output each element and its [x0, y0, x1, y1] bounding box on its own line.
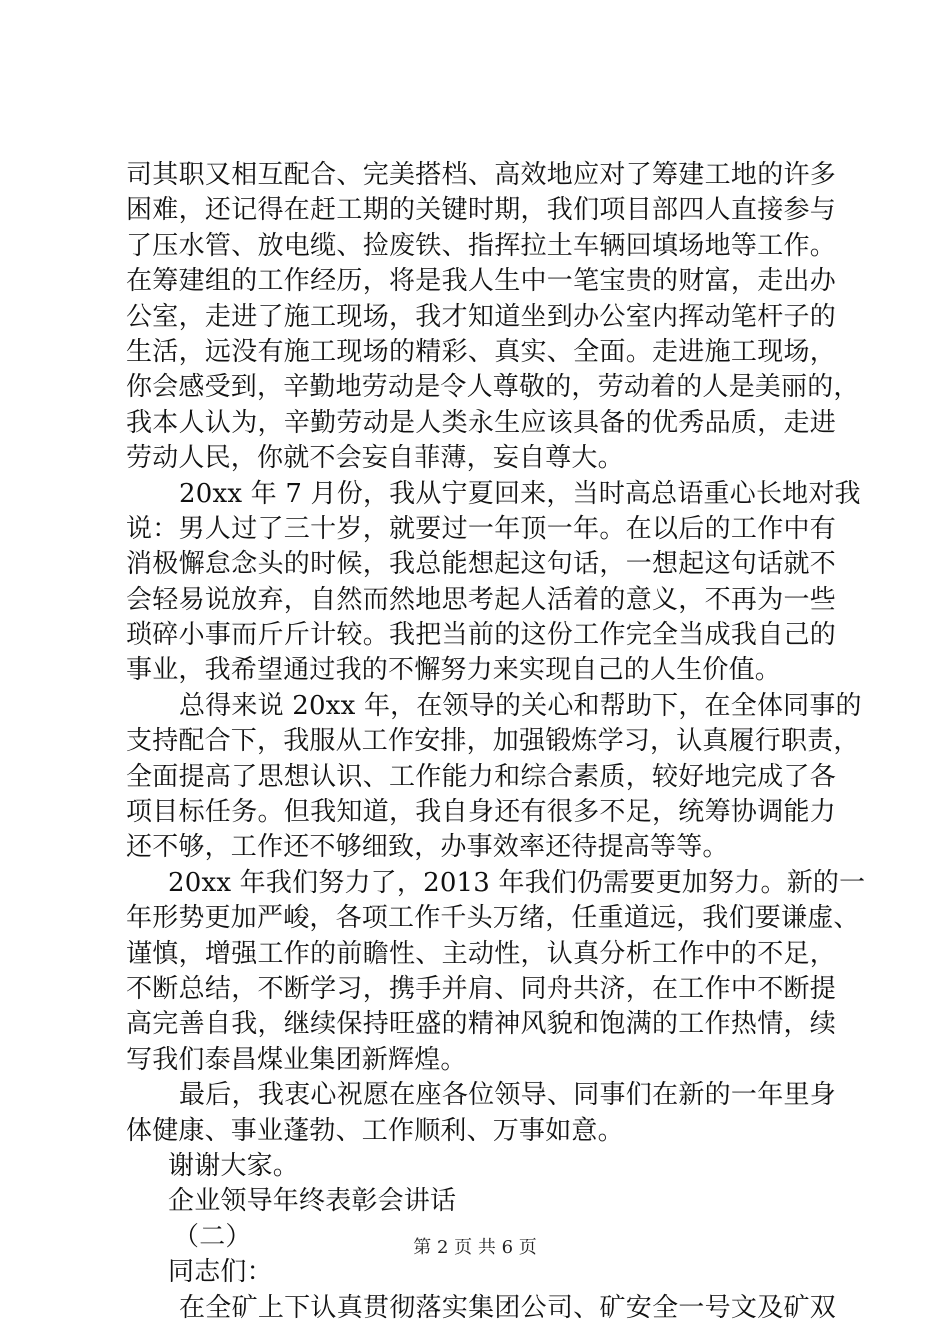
text-line: 公室，走进了施工现场，我才知道坐到办公室内挥动笔杆子的	[126, 301, 836, 332]
closing-line: 谢谢大家。	[168, 1150, 300, 1181]
text-line: 支持配合下，我服从工作安排，加强锻炼学习，认真履行职责，	[126, 726, 860, 757]
text-line: 谨慎，增强工作的前瞻性、主动性，认真分析工作中的不足，	[126, 938, 836, 969]
text-line: 20xx 年我们努力了，2013 年我们仍需要更加努力。新的一	[168, 867, 866, 898]
text-line: 体健康、事业蓬勃、工作顺利、万事如意。	[126, 1115, 624, 1146]
section-title: 企业领导年终表彰会讲话	[168, 1186, 457, 1217]
text-line: 在筹建组的工作经历，将是我人生中一笔宝贵的财富，走出办	[126, 266, 836, 297]
text-line: 司其职又相互配合、完美搭档、高效地应对了筹建工地的许多	[126, 160, 836, 190]
text-line: 消极懈怠念头的时候，我总能想起这句话，一想起这句话就不	[126, 549, 836, 580]
text-line: 困难，还记得在赶工期的关键时期，我们项目部四人直接参与	[126, 195, 836, 226]
text-line: 还不够，工作还不够细致，办事效率还待提高等等。	[126, 832, 729, 863]
text-line: 年形势更加严峻，各项工作千头万绪，任重道远，我们要谦虚、	[126, 903, 860, 934]
text-line: 高完善自我，继续保持旺盛的精神风貌和饱满的工作热情，续	[126, 1009, 836, 1040]
text-line: 20xx 年 7 月份，我从宁夏回来，当时高总语重心长地对我	[179, 478, 861, 509]
text-line: 了压水管、放电缆、捡废铁、指挥拉土车辆回填场地等工作。	[126, 230, 836, 261]
text-line: 生活，远没有施工现场的精彩、真实、全面。走进施工现场，	[126, 336, 836, 367]
text-line: 说：男人过了三十岁，就要过一年顶一年。在以后的工作中有	[126, 513, 836, 544]
text-line: 写我们泰昌煤业集团新辉煌。	[126, 1044, 467, 1075]
text-line: 会轻易说放弃，自然而然地思考起人活着的意义，不再为一些	[126, 584, 836, 615]
text-line: 事业，我希望通过我的不懈努力来实现自己的人生价值。	[126, 655, 782, 686]
text-line: 最后，我衷心祝愿在座各位领导、同事们在新的一年里身	[179, 1080, 836, 1111]
text-line: 不断总结，不断学习，携手并肩、同舟共济，在工作中不断提	[126, 973, 836, 1004]
text-line: 总得来说 20xx 年，在领导的关心和帮助下，在全体同事的	[179, 690, 862, 721]
text-line: 全面提高了思想认识、工作能力和综合素质，较好地完成了各	[126, 761, 836, 792]
text-line: 琐碎小事而斤斤计较。我把当前的这份工作完全当成我自己的	[126, 620, 836, 651]
text-line: 我本人认为，辛勤劳动是人类永生应该具备的优秀品质，走进	[126, 407, 836, 438]
text-line: 项目标任务。但我知道，我自身还有很多不足，统筹协调能力	[126, 797, 836, 828]
document-body	[126, 158, 866, 1326]
text-line: 在全矿上下认真贯彻落实集团公司、矿安全一号文及矿双	[179, 1292, 836, 1323]
text-line: 你会感受到，辛勤地劳动是令人尊敬的，劳动着的人是美丽的，	[126, 372, 860, 403]
text-line: 劳动人民，你就不会妄自菲薄，妄自尊大。	[126, 443, 624, 474]
page-number-footer: 第 2 页 共 6 页	[413, 1237, 537, 1258]
section-number: （二）	[173, 1221, 252, 1252]
salutation: 同志们：	[168, 1257, 273, 1288]
